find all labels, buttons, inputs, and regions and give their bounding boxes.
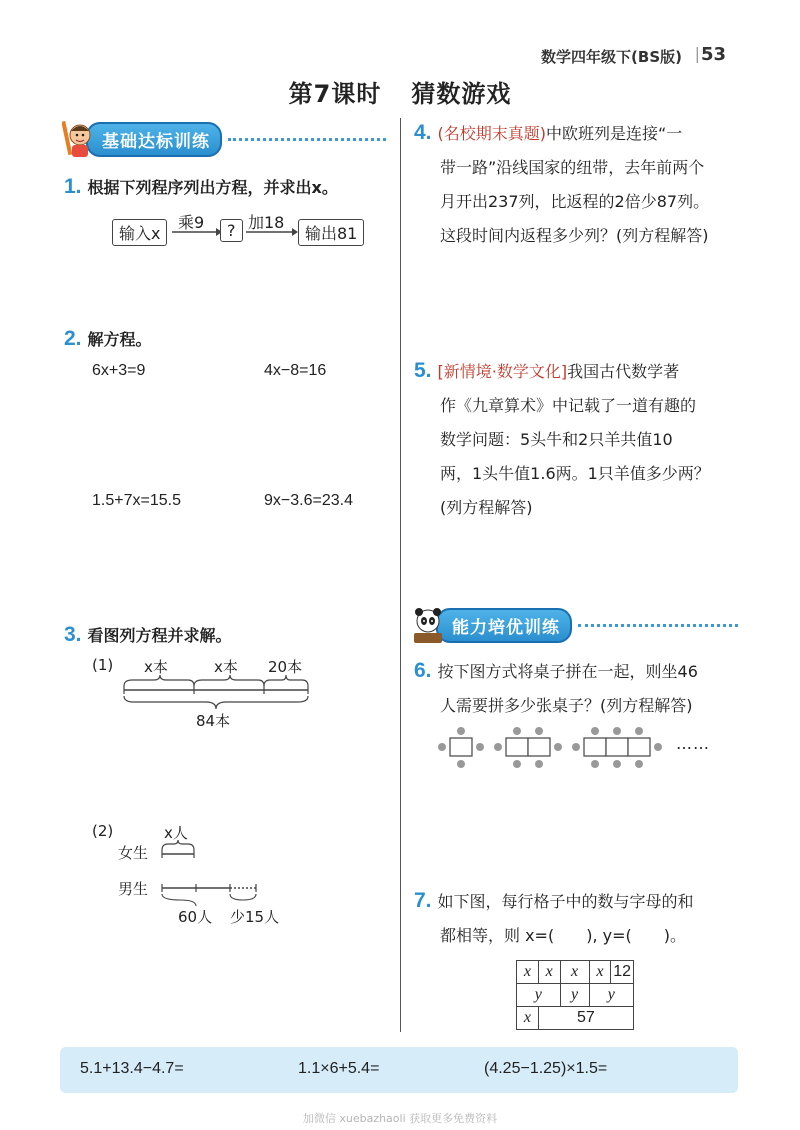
grid-row-2 — [517, 984, 634, 1007]
flow-input-box: 输入x — [112, 219, 167, 246]
q5-line-3: 数学问题：5头牛和2只羊共值10 — [440, 430, 673, 449]
grid-cell: x — [517, 961, 539, 984]
q5-line-2: 作《九章算术》中记载了一道有趣的 — [440, 396, 697, 415]
q3-diagram-2 — [92, 820, 312, 930]
q3-p2-girls-bar — [160, 840, 200, 862]
grid-cell: y — [517, 984, 561, 1007]
banner-basic — [62, 124, 386, 154]
table-group-3 — [572, 727, 662, 768]
equation-1: 6x+3=9 — [92, 362, 146, 379]
q7-line-1: 如下图，每行格子中的数与字母的和 — [437, 892, 694, 911]
tables-diagram — [436, 726, 676, 770]
page-number: 53 — [700, 44, 726, 65]
flow-arrow-1-icon — [172, 226, 222, 238]
q2-number: 2. — [64, 327, 82, 350]
banner-dots — [578, 624, 738, 627]
q3-p2-boys-seg: 60人 — [178, 908, 213, 926]
flow-output-box: 输出81 — [298, 219, 364, 246]
q5-line-1: 我国古代数学著 — [567, 362, 680, 381]
book-title: 数学四年级下(BS版) — [541, 48, 682, 66]
equation-3: 1.5+7x=15.5 — [92, 492, 181, 509]
q3-p2-less: 少15人 — [230, 908, 280, 926]
q4-tag: (名校期末真题) — [437, 124, 547, 143]
banner-dots — [228, 138, 386, 141]
grid-cell: x — [589, 961, 611, 984]
grid-cell-number: 57 — [538, 1007, 633, 1030]
watermark: 加微信 xuebazhaoli 获取更多免费资料 — [302, 1112, 498, 1125]
mascot-panda-icon — [412, 605, 444, 645]
q6-line-2: 人需要拼多少张桌子？(列方程解答) — [440, 696, 693, 715]
q5-line-4: 两，1头牛值1.6两。1只羊值多少两？ — [440, 464, 710, 483]
q4-line-4: 这段时间内返程多少列？(列方程解答) — [440, 226, 709, 245]
q6-line-1: 按下图方式将桌子拼在一起，则坐46 — [437, 662, 698, 681]
q7-number: 7. — [414, 889, 432, 912]
q3-diagram-1 — [92, 654, 332, 734]
calc-1: 5.1+13.4−4.7= — [80, 1060, 184, 1077]
grid-row-3 — [517, 1007, 634, 1030]
q1-number: 1. — [64, 175, 82, 198]
q3-p2-label: (2) — [92, 822, 114, 840]
equation-2: 4x−8=16 — [264, 362, 327, 379]
grid-cell-number: 12 — [611, 961, 634, 984]
table-group-2 — [494, 727, 562, 768]
q3-p1-total: 84本 — [196, 712, 231, 730]
q4-line-3: 月开出237列，比返程的2倍少87列。 — [440, 192, 710, 211]
q3-p1-label: (1) — [92, 656, 114, 674]
column-divider — [400, 118, 401, 1032]
flow-mid-box: ? — [220, 219, 243, 242]
table-group-1 — [438, 727, 484, 768]
q4-line-1: 中欧班列是连接“一 — [546, 124, 683, 143]
lesson-number: 第7课时 — [288, 80, 382, 108]
equation-4: 9x−3.6=23.4 — [264, 492, 353, 509]
q3-p2-girls-seg: x人 — [164, 824, 188, 842]
q2-text: 解方程。 — [87, 330, 152, 349]
banner-advanced — [412, 610, 738, 640]
flow-arrow-2-icon — [246, 226, 298, 238]
q1-prompt — [64, 170, 338, 205]
q3-p1-segment-bar — [122, 674, 312, 712]
grid-cell: y — [560, 984, 589, 1007]
q5-number: 5. — [414, 359, 432, 382]
q7-grid — [516, 960, 634, 1030]
q3-p1-seg1: x本 — [144, 658, 168, 676]
grid-cell: x — [517, 1007, 539, 1030]
q3-p2-boys: 男生 — [118, 880, 149, 898]
page-title — [0, 74, 800, 109]
q7-prompt — [414, 884, 744, 953]
q1-text: 根据下列程序列出方程，并求出x。 — [87, 178, 338, 197]
q3-text: 看图列方程并求解。 — [87, 626, 232, 645]
q3-number: 3. — [64, 623, 82, 646]
grid-row-1 — [517, 961, 634, 984]
header-separator: | — [694, 44, 700, 63]
grid-cell: y — [589, 984, 633, 1007]
mascot-boy-icon — [62, 119, 94, 159]
q2-prompt — [64, 322, 152, 357]
q5-prompt — [414, 354, 744, 525]
q5-tag: [新情境·数学文化] — [437, 362, 568, 381]
calc-3: (4.25−1.25)×1.5= — [484, 1060, 608, 1077]
q3-p1-seg3: 20本 — [268, 658, 303, 676]
q6-ellipsis: …… — [676, 734, 710, 753]
q4-prompt — [414, 116, 744, 253]
grid-cell: x — [538, 961, 560, 984]
q6-number: 6. — [414, 659, 432, 682]
grid-cell: x — [560, 961, 589, 984]
q4-number: 4. — [414, 121, 432, 144]
q4-line-2: 带一路”沿线国家的纽带，去年前两个 — [440, 158, 705, 177]
q7-line-2: 都相等，则 x=( ), y=( )。 — [440, 926, 686, 945]
q1-flowchart — [112, 210, 372, 250]
q5-line-5: (列方程解答) — [440, 498, 533, 517]
q6-prompt — [414, 654, 744, 723]
flow-op1: 乘9 — [178, 213, 205, 232]
banner-advanced-label: 能力培优训练 — [436, 608, 572, 643]
calc-2: 1.1×6+5.4= — [298, 1060, 380, 1077]
q3-prompt — [64, 618, 232, 653]
q3-p2-girls: 女生 — [118, 844, 149, 862]
flow-op2: 加18 — [248, 213, 285, 232]
q3-p2-boys-bar — [160, 878, 260, 908]
banner-basic-label: 基础达标训练 — [86, 122, 222, 157]
lesson-name: 猜数游戏 — [411, 80, 512, 108]
q3-p1-seg2: x本 — [214, 658, 238, 676]
